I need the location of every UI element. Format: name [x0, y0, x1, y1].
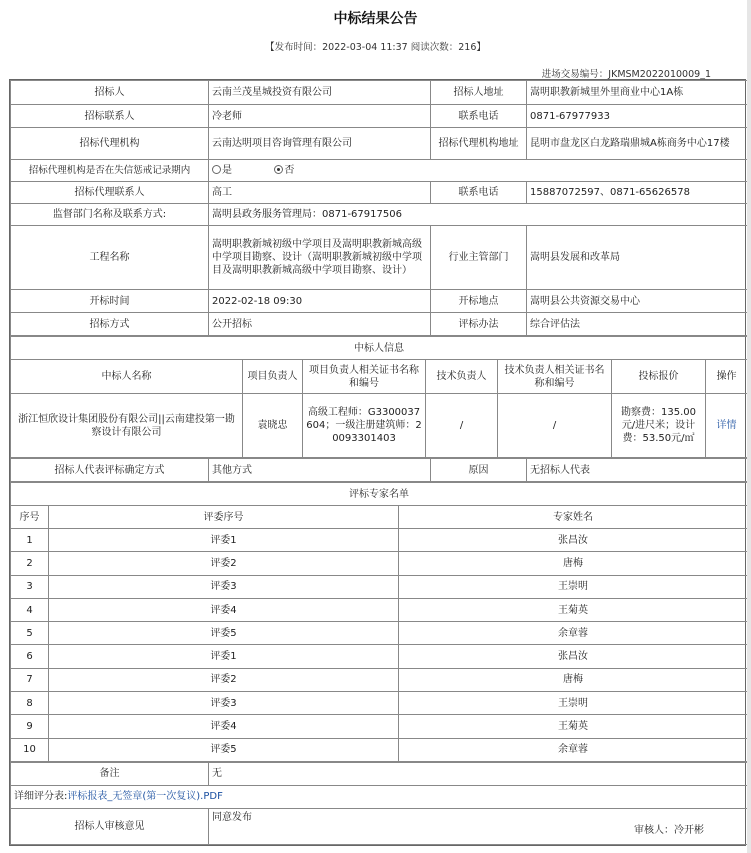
winner-header-action: 操作: [706, 360, 748, 394]
review-opinion: 同意发布: [212, 811, 252, 823]
expert-row-judge: 评委1: [49, 529, 399, 552]
credit-yes-label: 是: [222, 165, 232, 176]
winner-section-title: 中标人信息: [11, 337, 748, 360]
experts-header-no: 序号: [11, 506, 49, 529]
announcement-table: [9, 79, 746, 846]
agency-phone-label: 联系电话: [431, 182, 527, 204]
supervisor-value: 嵩明县政务服务管理局：0871-67917506: [209, 204, 748, 226]
review-cell: [209, 808, 748, 844]
credit-no-radio[interactable]: [274, 165, 283, 174]
expert-row-name: 王崇明: [399, 692, 748, 715]
open-time-value: 2022-02-18 09:30: [209, 290, 431, 313]
experts-header-judge: 评委序号: [49, 506, 399, 529]
expert-row-no: 6: [11, 645, 49, 668]
winner-header-name: 中标人名称: [11, 360, 243, 394]
expert-row-no: 9: [11, 715, 49, 738]
method-label: 招标方式: [11, 313, 209, 336]
credit-no-label: 否: [284, 165, 295, 176]
winner-tech: /: [426, 394, 498, 458]
expert-row-name: 张昌汝: [399, 529, 748, 552]
reviewer-signature: 审核人：冷开彬: [634, 824, 704, 836]
phone-label: 联系电话: [431, 105, 527, 128]
rep-label: 招标人代表评标确定方式: [11, 459, 209, 482]
rep-table: [10, 458, 748, 482]
experts-table: [10, 482, 748, 762]
agency-label: 招标代理机构: [11, 128, 209, 160]
expert-row: [11, 598, 748, 621]
expert-row: [11, 645, 748, 668]
tenderer-addr-value: 嵩明职教新城里外里商业中心1A栋: [527, 81, 748, 105]
winner-manager: 袁晓忠: [243, 394, 303, 458]
info-table: [10, 80, 748, 336]
winner-header-tech: 技术负责人: [426, 360, 498, 394]
tenderer-label: 招标人: [11, 81, 209, 105]
footer-table: [10, 762, 748, 845]
expert-row: [11, 575, 748, 598]
expert-row-judge: 评委5: [49, 622, 399, 645]
contact-label: 招标联系人: [11, 105, 209, 128]
agency-phone-value: 15887072597、0871-65626578: [527, 182, 748, 204]
expert-row: [11, 529, 748, 552]
expert-row: [11, 668, 748, 691]
winner-table: [10, 336, 748, 458]
expert-row-no: 1: [11, 529, 49, 552]
expert-row-judge: 评委5: [49, 738, 399, 761]
tenderer-value: 云南兰茂星城投资有限公司: [209, 81, 431, 105]
expert-row-judge: 评委2: [49, 552, 399, 575]
agency-addr-value: 昆明市盘龙区白龙路瑞鼎城A栋商务中心17楼: [527, 128, 748, 160]
remark-label: 备注: [11, 762, 209, 785]
winner-header-manager: 项目负责人: [243, 360, 303, 394]
reason-label: 原因: [431, 459, 527, 482]
supervisor-label: 监督部门名称及联系方式:: [11, 204, 209, 226]
page-title: 中标结果公告: [333, 11, 418, 27]
expert-row-judge: 评委4: [49, 715, 399, 738]
expert-row-no: 4: [11, 598, 49, 621]
expert-row-no: 8: [11, 692, 49, 715]
winner-detail-link[interactable]: 详情: [706, 394, 748, 458]
expert-row: [11, 715, 748, 738]
expert-row-judge: 评委3: [49, 575, 399, 598]
expert-row-name: 余章蓉: [399, 622, 748, 645]
expert-row-no: 3: [11, 575, 49, 598]
expert-row-judge: 评委1: [49, 645, 399, 668]
expert-row-name: 王崇明: [399, 575, 748, 598]
expert-row-no: 2: [11, 552, 49, 575]
page-scrollbar[interactable]: [747, 0, 751, 853]
agency-value: 云南达明项目咨询管理有限公司: [209, 128, 431, 160]
open-place-label: 开标地点: [431, 290, 527, 313]
expert-row-name: 唐梅: [399, 668, 748, 691]
contact-value: 冷老师: [209, 105, 431, 128]
expert-row: [11, 622, 748, 645]
expert-row-no: 7: [11, 668, 49, 691]
agency-contact-value: 高工: [209, 182, 431, 204]
agency-addr-label: 招标代理机构地址: [431, 128, 527, 160]
method-value: 公开招标: [209, 313, 431, 336]
remark-value: 无: [209, 762, 748, 785]
open-place-value: 嵩明县公共资源交易中心: [527, 290, 748, 313]
expert-row-name: 唐梅: [399, 552, 748, 575]
expert-row-name: 王菊英: [399, 598, 748, 621]
winner-manager-cert: 高级工程师：G3300037604；一级注册建筑师：20093301403: [303, 394, 426, 458]
credit-options: [209, 160, 748, 182]
winner-tech-cert: /: [498, 394, 612, 458]
agency-contact-label: 招标代理联系人: [11, 182, 209, 204]
expert-row-judge: 评委4: [49, 598, 399, 621]
winner-name: 浙江恒欣设计集团股份有限公司||云南建投第一勘察设计有限公司: [11, 394, 243, 458]
attachment-prefix: 详细评分表:: [14, 791, 68, 803]
credit-label: 招标代理机构是否在失信惩戒记录期内: [11, 160, 209, 182]
project-value: 嵩明职教新城初级中学项目及嵩明职教新城高级中学项目勘察、设计（嵩明职教新城初级中学项目及嵩明职教新城高级中学项目勘察、设计）: [209, 226, 431, 290]
dept-label: 行业主管部门: [431, 226, 527, 290]
rep-value: 其他方式: [209, 459, 431, 482]
expert-row-no: 5: [11, 622, 49, 645]
winner-header-tech-cert: 技术负责人相关证书名称和编号: [498, 360, 612, 394]
eval-method-label: 评标办法: [431, 313, 527, 336]
expert-row: [11, 692, 748, 715]
project-label: 工程名称: [11, 226, 209, 290]
review-label: 招标人审核意见: [11, 808, 209, 844]
expert-row-name: 王菊英: [399, 715, 748, 738]
credit-yes-radio[interactable]: [212, 165, 221, 174]
expert-row-name: 张昌汝: [399, 645, 748, 668]
phone-value: 0871-67977933: [527, 105, 748, 128]
dept-value: 嵩明县发展和改革局: [527, 226, 748, 290]
reason-value: 无招标人代表: [527, 459, 748, 482]
publish-meta: 【发布时间：2022-03-04 11:37 阅读次数：216】: [265, 42, 486, 53]
expert-row-judge: 评委2: [49, 668, 399, 691]
winner-header-price: 投标报价: [612, 360, 706, 394]
tenderer-addr-label: 招标人地址: [431, 81, 527, 105]
experts-header-name: 专家姓名: [399, 506, 748, 529]
winner-header-manager-cert: 项目负责人相关证书名称和编号: [303, 360, 426, 394]
winner-price: 勘察费：135.00元/进尺米；设计费：53.50元/㎡: [612, 394, 706, 458]
open-time-label: 开标时间: [11, 290, 209, 313]
eval-method-value: 综合评估法: [527, 313, 748, 336]
expert-row-no: 10: [11, 738, 49, 761]
experts-section-title: 评标专家名单: [11, 483, 748, 506]
expert-row: [11, 552, 748, 575]
expert-row-judge: 评委3: [49, 692, 399, 715]
trade-number: 进场交易编号：JKMSM2022010009_1: [541, 69, 711, 80]
expert-row-name: 余章蓉: [399, 738, 748, 761]
attachment-row: [11, 785, 748, 808]
attachment-link[interactable]: 评标报表_无签章(第一次复议).PDF: [67, 791, 223, 803]
expert-row: [11, 738, 748, 761]
